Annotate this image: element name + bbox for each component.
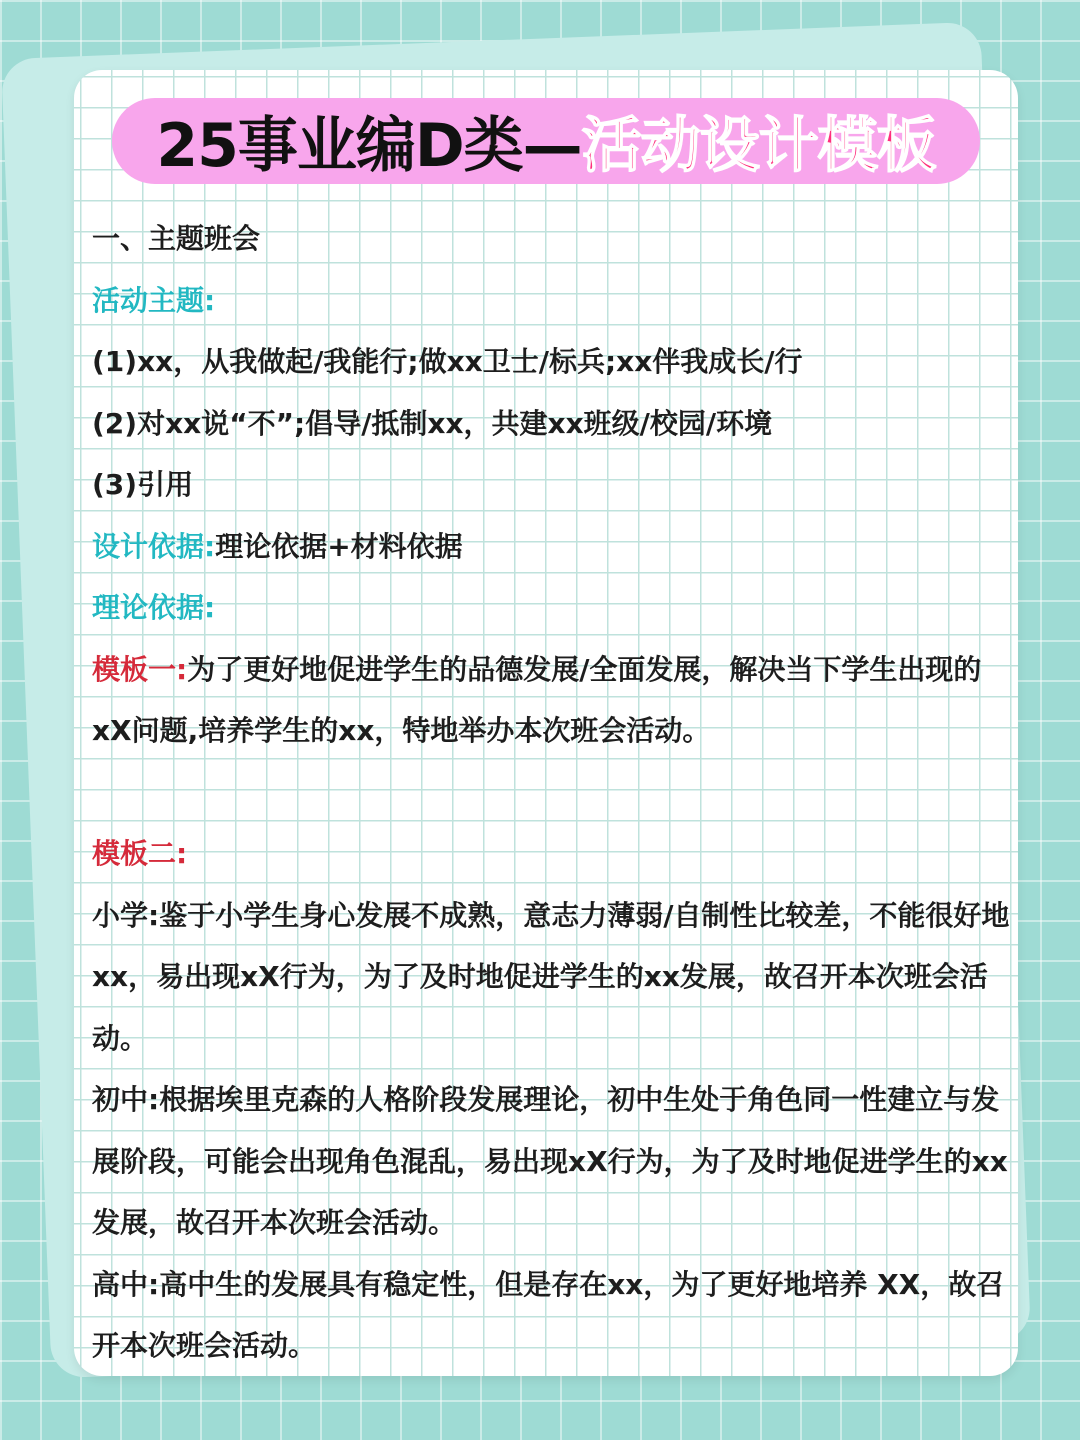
template-2-label: 模板二:: [92, 837, 188, 870]
senior-label: 高中:: [92, 1267, 160, 1301]
template-1-text: 为了更好地促进学生的品德发展/全面发展，解决当下学生出现的xX问题,培养学生的xx，特地举办本次班会活动。: [92, 652, 982, 747]
design-basis-text: 理论依据+材料依据: [215, 529, 463, 563]
template-1-label: 模板一:: [92, 652, 188, 686]
page-title: [112, 98, 980, 184]
template-2-primary: [92, 885, 1010, 1070]
primary-label: 小学:: [92, 898, 160, 932]
title-part-black: 25事业编D类—: [156, 111, 582, 181]
title-part-pink: 活动设计模板: [581, 111, 936, 181]
template-2-junior: [92, 1069, 1010, 1254]
spacer: [92, 762, 1010, 824]
theme-item-1: (1)xx，从我做起/我能行;做xx卫士/标兵;xx伴我成长/行: [92, 345, 803, 378]
document-content: [92, 208, 1010, 1376]
section-heading: 一、主题班会: [92, 222, 261, 255]
theme-item-2: (2)对xx说“不”;倡导/抵制xx，共建xx班级/校园/环境: [92, 406, 773, 440]
primary-text: 鉴于小学生身心发展不成熟，意志力薄弱/自制性比较差，不能很好地xx，易出现xX行为，为了及时地促进学生的xx发展，故召开本次班会活动。: [92, 898, 1010, 1055]
template-1-paragraph: [92, 639, 1010, 762]
template-2-senior: [92, 1254, 1010, 1377]
grid-paper-card: [74, 70, 1018, 1376]
senior-text: 高中生的发展具有稳定性，但是存在xx，为了更好地培养 XX，故召开本次班会活动。: [92, 1267, 1005, 1362]
design-basis-label: 设计依据:: [92, 529, 216, 563]
junior-label: 初中:: [92, 1083, 160, 1116]
theme-item-3: (3)引用: [92, 468, 194, 501]
theory-basis-label: 理论依据:: [92, 591, 216, 624]
theme-label: 活动主题:: [92, 283, 216, 317]
junior-text: 根据埃里克森的人格阶段发展理论，初中生处于角色同一性建立与发展阶段，可能会出现角色混乱，易出现xX行为，为了及时地促进学生的xx发展，故召开本次班会活动。: [92, 1083, 1008, 1239]
design-basis-line: [92, 516, 1010, 578]
